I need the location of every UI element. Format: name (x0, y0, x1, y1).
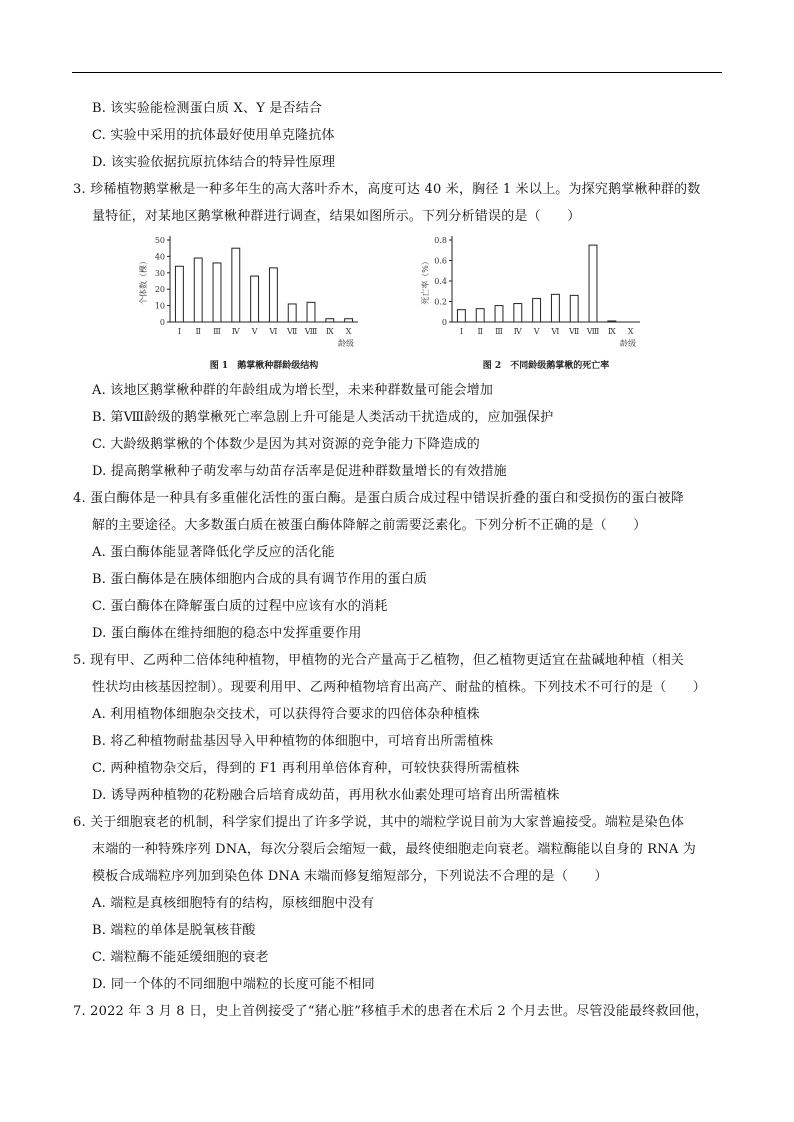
fig2-svg (410, 230, 660, 380)
y-tick-label: 10 (154, 301, 165, 311)
y-tick-label: 30 (154, 268, 165, 278)
y-tick-label: 0.6 (434, 256, 447, 266)
bar (194, 258, 202, 322)
y-tick-label: 0.8 (434, 236, 447, 245)
q5-stem-line-2: 性状均由核基因控制）。现要利用甲、乙两种植物培育出高产、耐盐的植株。下列技术不可行的是（ ） (92, 680, 706, 695)
bar (213, 263, 221, 322)
x-tick-label: Ⅳ (513, 327, 522, 336)
x-tick-label: Ⅰ (459, 327, 463, 336)
q5-option-b: B. 将乙种植物耐盐基因导入甲种植物的体细胞中，可培育出所需植株 (92, 734, 494, 749)
x-tick-label: Ⅴ (251, 327, 258, 336)
x-tick-label: Ⅹ (627, 327, 634, 336)
q5-option-a: A. 利用植物体细胞杂交技术，可以获得符合要求的四倍体杂种植株 (92, 707, 480, 722)
q5-option-d: D. 诱导两种植物的花粉融合后培育成幼苗，再用秋水仙素处理可培育出所需植株 (92, 788, 560, 803)
x-axis-title: 龄级 (620, 339, 636, 348)
header-rule (72, 72, 722, 73)
q5-stem-line-1: 5. 现有甲、乙两种二倍体纯种植物，甲植物的光合产量高于乙植物，但乙植物更适宜在盐碱地种植（相关 (73, 653, 685, 668)
x-tick-label: Ⅷ (586, 327, 600, 336)
bar (476, 309, 484, 322)
y-axis-title: 死亡率（%） (421, 257, 430, 305)
q2-option-b: B. 该实验能检测蛋白质 X、Y 是否结合 (92, 101, 323, 116)
q3-option-c: C. 大龄级鹅掌楸的个体数少是因为其对资源的竞争能力下降造成的 (92, 437, 480, 452)
q6-option-d: D. 同一个体的不同细胞中端粒的长度可能不相同 (92, 977, 375, 992)
x-tick-label: Ⅳ (231, 327, 240, 336)
bar (326, 319, 334, 322)
y-tick-label: 0.2 (434, 297, 447, 307)
q6-stem-line-1: 6. 关于细胞衰老的机制，科学家们提出了许多学说，其中的端粒学说目前为大家普遍接受。端粒是染色体 (73, 815, 685, 830)
q3-stem-line-2: 量特征，对某地区鹅掌楸种群进行调查，结果如图所示。下列分析错误的是（ ） (92, 209, 581, 224)
y-tick-label: 0 (159, 318, 165, 327)
bar (589, 245, 597, 322)
bar (307, 302, 315, 322)
q6-stem-line-2: 末端的一种特殊序列 DNA，每次分裂后会缩短一截，最终使细胞走向衰老。端粒酶能以自身的 RNA 为 (92, 842, 696, 857)
y-axis-title: 个体数（棵） (139, 257, 148, 305)
q6-option-a: A. 端粒是真核细胞特有的结构，原核细胞中没有 (92, 896, 375, 911)
bar (570, 295, 578, 322)
q3-stem-line-1: 3. 珍稀植物鹅掌楸是一种多年生的高大落叶乔木，高度可达 40 米，胸径 1 米以上。为探究鹅掌楸种群的数 (73, 182, 701, 197)
q6-option-b: B. 端粒的单体是脱氧核苷酸 (92, 923, 256, 938)
q3-option-b: B. 第Ⅷ龄级的鹅掌楸死亡率急剧上升可能是人类活动干扰造成的，应加强保护 (92, 410, 554, 425)
chart-fig2 (410, 230, 660, 380)
q2-option-c: C. 实验中采用的抗体最好使用单克隆抗体 (92, 128, 335, 143)
y-tick-label: 40 (154, 252, 165, 262)
x-tick-label: Ⅲ (495, 327, 503, 336)
q4-option-a: A. 蛋白酶体能显著降低化学反应的活化能 (92, 545, 335, 560)
x-axis-title: 龄级 (338, 339, 354, 348)
x-tick-label: Ⅵ (551, 327, 560, 336)
q6-option-c: C. 端粒酶不能延缓细胞的衰老 (92, 950, 269, 965)
x-tick-label: Ⅷ (304, 327, 318, 336)
x-tick-label: Ⅶ (287, 327, 298, 336)
x-tick-label: Ⅸ (325, 327, 334, 336)
bar (232, 248, 240, 322)
x-tick-label: Ⅶ (569, 327, 580, 336)
fig1-svg (128, 230, 378, 380)
figure-caption: 图 2 不同龄级鹅掌楸的死亡率 (482, 361, 610, 371)
x-tick-label: Ⅲ (213, 327, 221, 336)
bar (269, 268, 277, 322)
q3-option-d: D. 提高鹅掌楸种子萌发率与幼苗存活率是促进种群数量增长的有效措施 (92, 464, 507, 479)
figure-caption: 图 1 鹅掌楸种群龄级结构 (209, 361, 319, 371)
bar (514, 304, 522, 322)
x-tick-label: Ⅱ (477, 327, 483, 336)
x-tick-label: Ⅵ (269, 327, 278, 336)
q6-stem-line-3: 模板合成端粒序列加到染色体 DNA 末端而修复缩短部分，下列说法不合理的是（ ） (92, 869, 608, 884)
x-tick-label: Ⅸ (607, 327, 616, 336)
q4-stem-line-2: 解的主要途径。大多数蛋白质在被蛋白酶体降解之前需要泛素化。下列分析不正确的是（ ） (92, 518, 647, 533)
bar (608, 321, 616, 322)
x-tick-label: Ⅹ (345, 327, 352, 336)
y-tick-label: 0 (441, 318, 447, 327)
bar (457, 310, 465, 322)
bar (175, 266, 183, 322)
q7-stem-line-1: 7. 2022 年 3 月 8 日，史上首例接受了“猪心脏”移植手术的患者在术后 2 个月去世。尽管没能最终救回他， (73, 1004, 709, 1019)
x-tick-label: Ⅴ (533, 327, 540, 336)
q4-option-c: C. 蛋白酶体在降解蛋白质的过程中应该有水的消耗 (92, 599, 388, 614)
bar (495, 306, 503, 322)
y-tick-label: 50 (154, 236, 165, 245)
q3-option-a: A. 该地区鹅掌楸种群的年龄组成为增长型，未来种群数量可能会增加 (92, 383, 494, 398)
bar (345, 319, 353, 322)
bar (288, 304, 296, 322)
bar (251, 276, 259, 322)
x-tick-label: Ⅰ (177, 327, 181, 336)
q5-option-c: C. 两种植物杂交后，得到的 F1 再利用单倍体育种，可较快获得所需植株 (92, 761, 520, 776)
bar (551, 294, 559, 322)
q4-stem-line-1: 4. 蛋白酶体是一种具有多重催化活性的蛋白酶。是蛋白质合成过程中错误折叠的蛋白和受损伤的蛋白被降 (73, 491, 685, 506)
y-tick-label: 0.4 (434, 277, 447, 286)
chart-fig1 (128, 230, 378, 380)
q4-option-d: D. 蛋白酶体在维持细胞的稳态中发挥重要作用 (92, 626, 362, 641)
q2-option-d: D. 该实验依据抗原抗体结合的特异性原理 (92, 155, 336, 170)
q4-option-b: B. 蛋白酶体是在胰体细胞内合成的具有调节作用的蛋白质 (92, 572, 428, 587)
bar (533, 298, 541, 322)
y-tick-label: 20 (154, 285, 165, 295)
x-tick-label: Ⅱ (195, 327, 201, 336)
